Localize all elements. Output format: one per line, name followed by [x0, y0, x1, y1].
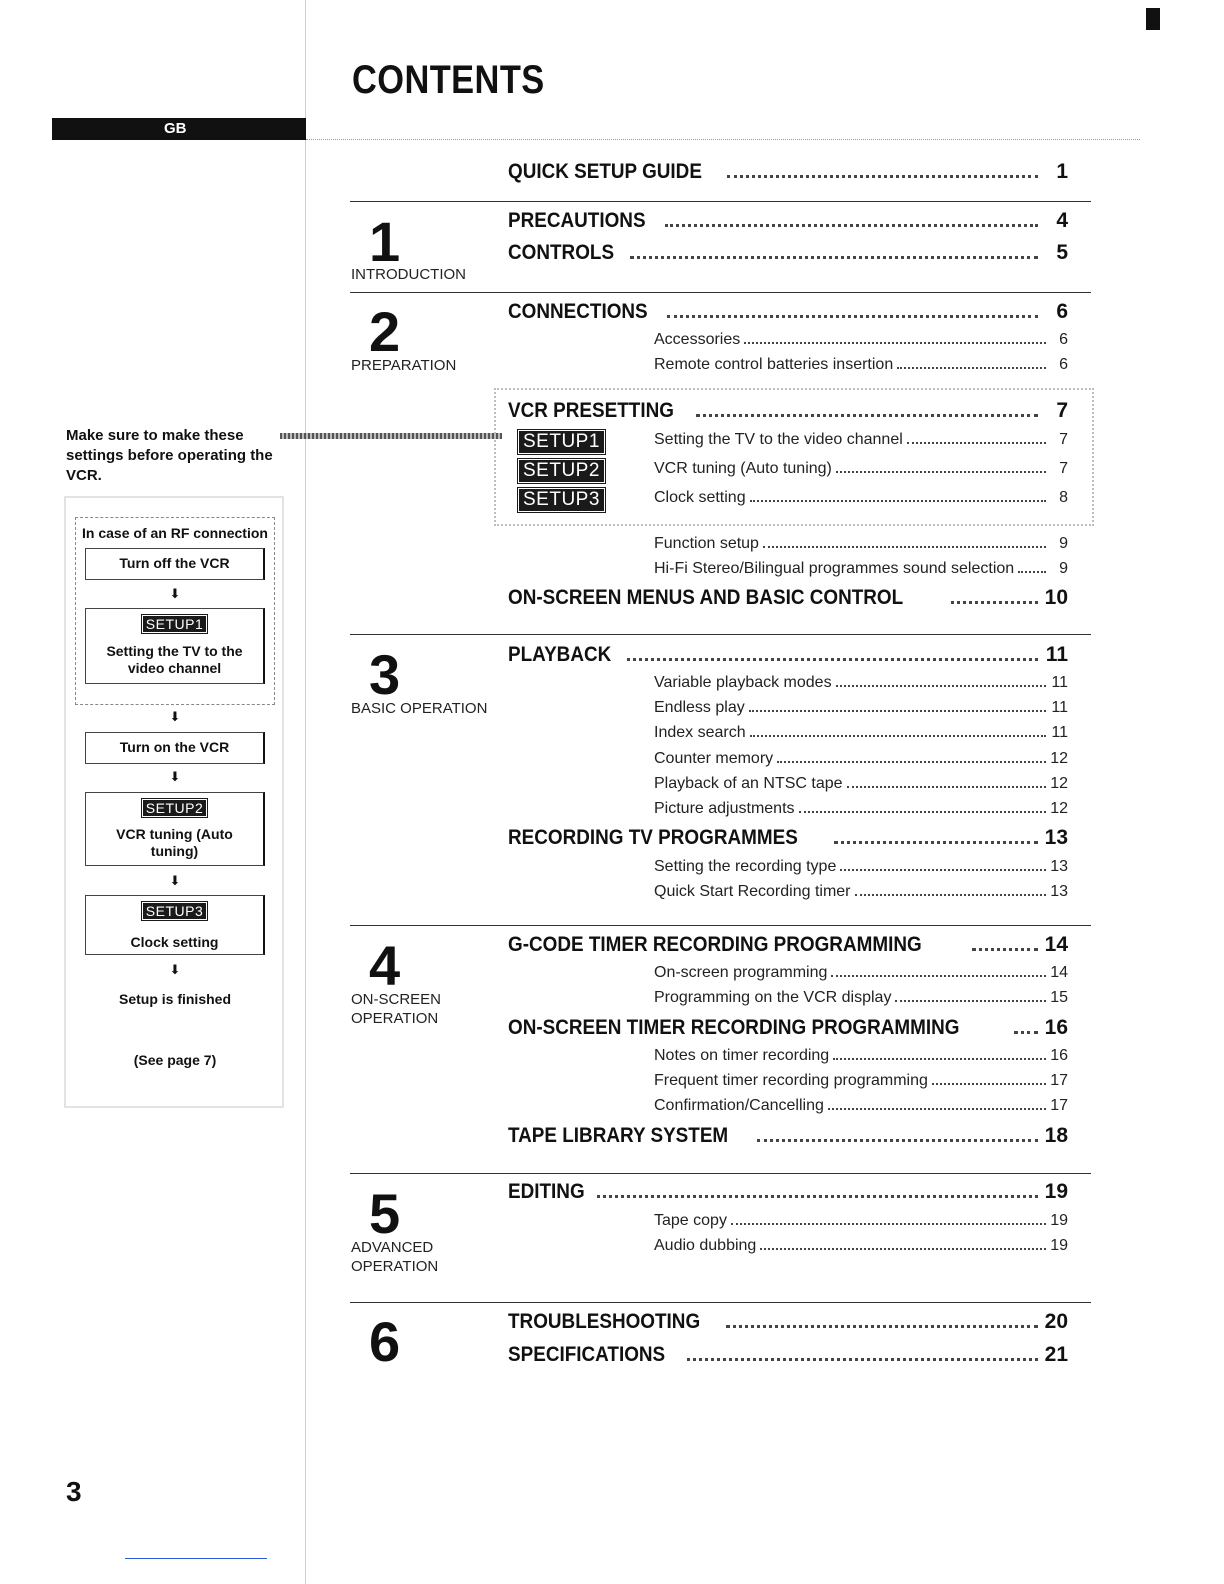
toc-accessories[interactable] — [654, 331, 1068, 349]
toc-connections[interactable] — [508, 300, 1068, 324]
toc-controls[interactable] — [508, 241, 1068, 265]
setup1-text: Setting the TV to the video channel — [106, 643, 243, 676]
chapter-number: 4 — [369, 934, 401, 997]
toc-page: 9 — [1059, 560, 1068, 577]
toc-page: 9 — [1059, 535, 1068, 552]
toc-page: 6 — [1059, 356, 1068, 373]
toc-ntsc-tape[interactable] — [654, 775, 1068, 793]
chapter-number: 1 — [369, 210, 401, 273]
toc-page: 8 — [1059, 489, 1068, 506]
step-turn-on-vcr: Turn on the VCR — [85, 732, 265, 764]
toc-page: 11 — [1051, 724, 1068, 741]
see-page-reference: (See page 7) — [133, 1052, 217, 1068]
toc-page: 6 — [1059, 331, 1068, 348]
toc-page: 20 — [1044, 1310, 1068, 1333]
step-setup3 — [85, 895, 265, 955]
section-divider — [350, 925, 1091, 926]
toc-label: Picture adjustments — [654, 800, 795, 817]
toc-hifi[interactable] — [654, 560, 1068, 578]
toc-counter-memory[interactable] — [654, 750, 1068, 768]
toc-timer-notes[interactable] — [654, 1047, 1068, 1065]
toc-label: CONTROLS — [508, 241, 615, 264]
language-tab-label: GB — [164, 120, 187, 137]
toc-onscreen-menus[interactable] — [508, 586, 1068, 610]
toc-tape-copy[interactable] — [654, 1212, 1068, 1230]
flow-arrow-down-icon: ⬇ — [169, 586, 181, 601]
footer-line — [125, 1558, 267, 1559]
toc-endless-play[interactable] — [654, 699, 1068, 717]
chapter-name: ADVANCED OPERATION — [351, 1239, 439, 1275]
toc-label: Setting the recording type — [654, 858, 837, 875]
toc-picture-adjustments[interactable] — [654, 800, 1068, 818]
toc-label: Accessories — [654, 331, 741, 348]
toc-quick-start[interactable] — [654, 883, 1068, 901]
toc-audio-dubbing[interactable] — [654, 1237, 1068, 1255]
chapter-number: 2 — [369, 300, 401, 363]
toc-page: 14 — [1050, 964, 1068, 981]
toc-label: Variable playback modes — [654, 674, 832, 691]
toc-page: 16 — [1050, 1047, 1068, 1064]
setup1-badge: SETUP1 — [142, 615, 207, 633]
toc-recording-type[interactable] — [654, 858, 1068, 876]
toc-label: Index search — [654, 724, 746, 741]
toc-page: 12 — [1050, 750, 1068, 767]
toc-label: Hi-Fi Stereo/Bilingual programmes sound selection — [654, 560, 1015, 577]
toc-precautions[interactable] — [508, 209, 1068, 233]
toc-label: PLAYBACK — [508, 643, 612, 666]
toc-page: 12 — [1050, 800, 1068, 817]
toc-label: RECORDING TV PROGRAMMES — [508, 826, 798, 849]
toc-tape-library[interactable] — [508, 1124, 1068, 1148]
toc-setup3[interactable] — [654, 489, 1068, 507]
toc-page: 15 — [1050, 989, 1068, 1006]
toc-playback[interactable] — [508, 643, 1068, 667]
toc-label: Frequent timer recording programming — [654, 1072, 928, 1089]
toc-page: 11 — [1051, 674, 1068, 691]
chapter-name: INTRODUCTION — [351, 266, 466, 283]
toc-page: 4 — [1056, 209, 1068, 232]
chapter-name: PREPARATION — [351, 357, 457, 374]
toc-page: 10 — [1044, 586, 1068, 609]
toc-label: ON-SCREEN TIMER RECORDING PROGRAMMING — [508, 1016, 960, 1039]
toc-page: 17 — [1050, 1072, 1068, 1089]
page-number: 3 — [66, 1476, 82, 1507]
setup1-badge: SETUP1 — [518, 430, 605, 454]
toc-variable-playback[interactable] — [654, 674, 1068, 692]
section-divider — [350, 201, 1091, 202]
section-divider — [350, 292, 1091, 293]
toc-troubleshooting[interactable] — [508, 1310, 1068, 1334]
toc-label: Programming on the VCR display — [654, 989, 892, 1006]
toc-onscreen-programming[interactable] — [654, 964, 1068, 982]
toc-page: 1 — [1056, 160, 1068, 183]
toc-label: Function setup — [654, 535, 759, 552]
rf-connection-label: In case of an RF connection — [82, 525, 268, 541]
toc-confirm-cancel[interactable] — [654, 1097, 1068, 1115]
chapter-number: 6 — [369, 1310, 401, 1373]
toc-page: 21 — [1044, 1343, 1068, 1366]
toc-index-search[interactable] — [654, 724, 1068, 742]
setup2-badge: SETUP2 — [518, 459, 605, 483]
sidebar-connector — [280, 433, 502, 439]
toc-vcr-display-programming[interactable] — [654, 989, 1068, 1007]
step-setup2 — [85, 792, 265, 866]
toc-label: VCR PRESETTING — [508, 399, 674, 422]
toc-page: 14 — [1044, 933, 1068, 956]
corner-tab-mark — [1146, 8, 1160, 30]
sidebar-note: Make sure to make these settings before operating the VCR. — [66, 427, 273, 484]
flow-arrow-down-icon: ⬇ — [169, 709, 181, 724]
setup3-badge: SETUP3 — [518, 488, 605, 512]
toc-label: Notes on timer recording — [654, 1047, 830, 1064]
toc-page: 7 — [1056, 399, 1068, 422]
toc-label: Confirmation/Cancelling — [654, 1097, 824, 1114]
chapter-name: ON-SCREEN OPERATION — [351, 991, 442, 1027]
toc-quick-setup[interactable] — [508, 160, 1068, 184]
toc-page: 13 — [1050, 883, 1068, 900]
toc-page: 13 — [1050, 858, 1068, 875]
toc-page: 19 — [1050, 1237, 1068, 1254]
toc-page: 16 — [1044, 1016, 1068, 1039]
title-divider — [306, 139, 1140, 140]
setup3-text: Clock setting — [130, 934, 219, 950]
chapter-number: 3 — [369, 643, 401, 706]
toc-label: Endless play — [654, 699, 745, 716]
step-setup1 — [85, 608, 265, 684]
setup-finished-text: Setup is finished — [118, 991, 231, 1007]
toc-label: Clock setting — [654, 489, 746, 506]
section-divider — [350, 1302, 1091, 1303]
toc-page: 19 — [1044, 1180, 1068, 1203]
toc-label: PRECAUTIONS — [508, 209, 646, 232]
setup2-text: VCR tuning (Auto tuning) — [116, 826, 233, 859]
section-divider — [350, 634, 1091, 635]
toc-page: 19 — [1050, 1212, 1068, 1229]
flow-arrow-down-icon: ⬇ — [169, 769, 181, 784]
toc-page: 11 — [1051, 699, 1068, 716]
toc-label: Quick Start Recording timer — [654, 883, 851, 900]
toc-label: On-screen programming — [654, 964, 828, 981]
toc-label: ON-SCREEN MENUS AND BASIC CONTROL — [508, 586, 904, 609]
toc-label: TAPE LIBRARY SYSTEM — [508, 1124, 729, 1147]
toc-label: Audio dubbing — [654, 1237, 757, 1254]
chapter-name: BASIC OPERATION — [351, 700, 488, 717]
toc-setup2[interactable] — [654, 460, 1068, 478]
toc-editing[interactable] — [508, 1180, 1068, 1204]
flow-arrow-down-icon: ⬇ — [169, 873, 181, 888]
toc-page: 17 — [1050, 1097, 1068, 1114]
toc-page: 6 — [1056, 300, 1068, 323]
chapter-number: 5 — [369, 1182, 401, 1245]
toc-label: Playback of an NTSC tape — [654, 775, 843, 792]
toc-function-setup[interactable] — [654, 535, 1068, 553]
toc-label: QUICK SETUP GUIDE — [508, 160, 702, 183]
toc-label: VCR tuning (Auto tuning) — [654, 460, 832, 477]
toc-vcr-presetting[interactable] — [508, 399, 1068, 423]
toc-gcode[interactable] — [508, 933, 1068, 957]
step-turn-off-vcr: Turn off the VCR — [85, 548, 265, 580]
toc-batteries[interactable] — [654, 356, 1068, 374]
section-divider — [350, 1173, 1091, 1174]
toc-page: 13 — [1044, 826, 1068, 849]
setup2-badge: SETUP2 — [142, 799, 207, 817]
toc-label: SPECIFICATIONS — [508, 1343, 666, 1366]
toc-label: Counter memory — [654, 750, 774, 767]
toc-page: 7 — [1059, 431, 1068, 448]
toc-frequent-timer[interactable] — [654, 1072, 1068, 1090]
setup3-badge: SETUP3 — [142, 902, 207, 920]
language-tab — [52, 118, 306, 140]
toc-specifications[interactable] — [508, 1343, 1068, 1367]
toc-page: 7 — [1059, 460, 1068, 477]
toc-page: 18 — [1044, 1124, 1068, 1147]
toc-label: CONNECTIONS — [508, 300, 648, 323]
column-divider — [305, 0, 306, 1584]
toc-page: 5 — [1056, 241, 1068, 264]
page-title: CONTENTS — [352, 58, 545, 102]
toc-label: Tape copy — [654, 1212, 727, 1229]
toc-page: 11 — [1045, 643, 1068, 666]
toc-label: EDITING — [508, 1180, 585, 1203]
toc-recording-tv[interactable] — [508, 826, 1068, 850]
toc-label: G-CODE TIMER RECORDING PROGRAMMING — [508, 933, 922, 956]
toc-label: Setting the TV to the video channel — [654, 431, 903, 448]
flow-arrow-down-icon: ⬇ — [169, 962, 181, 977]
toc-page: 12 — [1050, 775, 1068, 792]
toc-label: TROUBLESHOOTING — [508, 1310, 701, 1333]
toc-onscreen-timer[interactable] — [508, 1016, 1068, 1040]
toc-label: Remote control batteries insertion — [654, 356, 894, 373]
toc-setup1[interactable] — [654, 431, 1068, 449]
